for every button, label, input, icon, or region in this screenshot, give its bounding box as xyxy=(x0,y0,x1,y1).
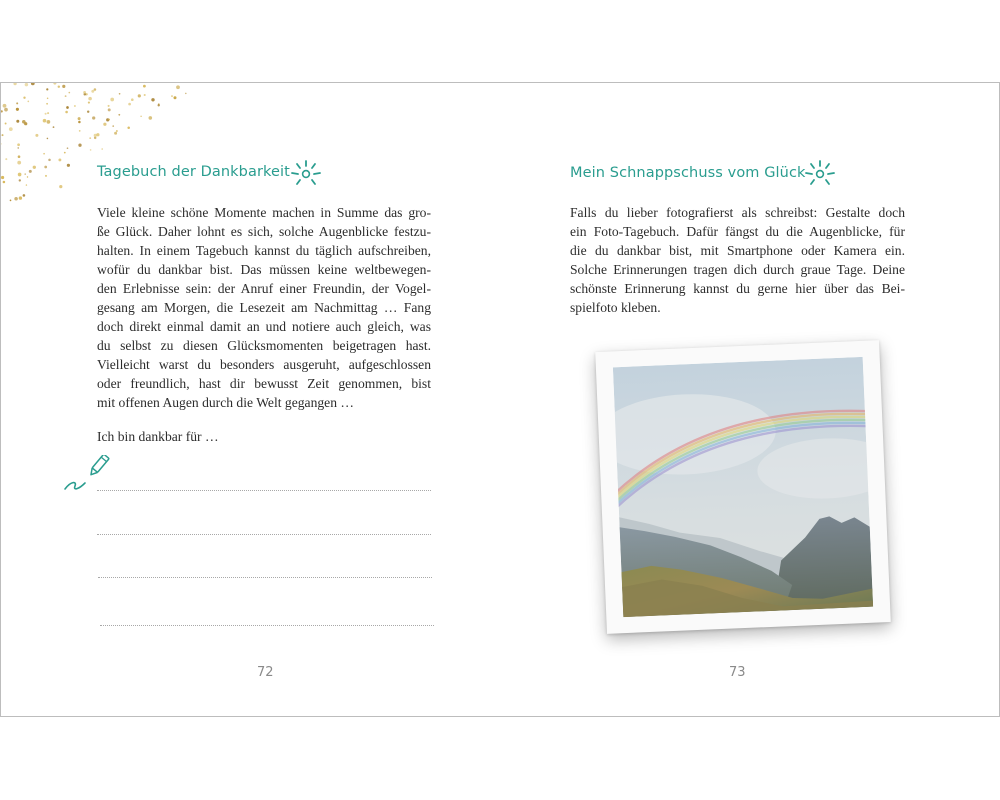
confetti-dot xyxy=(17,161,21,165)
confetti-dot xyxy=(74,105,76,107)
writing-line-3[interactable] xyxy=(98,577,432,578)
confetti-dot xyxy=(110,98,114,102)
confetti-dot xyxy=(45,175,47,177)
confetti-dot xyxy=(78,121,81,124)
polaroid-photo-frame[interactable] xyxy=(595,340,891,634)
confetti-dot xyxy=(95,138,96,139)
confetti-dot xyxy=(112,125,114,127)
left-body-text-line: den Erlebnisse sein: der Anruf einer Freundin, der Vogel- xyxy=(97,281,431,296)
confetti-dot xyxy=(151,98,154,101)
confetti-dot xyxy=(103,123,106,126)
confetti-dot xyxy=(143,85,146,88)
writing-line-1[interactable] xyxy=(97,490,431,491)
confetti-dot xyxy=(16,102,18,104)
confetti-dot xyxy=(96,133,99,136)
right-body-text-line: Solche Erinnerungen tragen dich durch graue Tage. Deine xyxy=(570,262,905,277)
page-number-left: 72 xyxy=(257,665,274,680)
confetti-dot xyxy=(53,126,55,128)
right-body-text-line: spielfoto kleben. xyxy=(570,300,661,315)
sunburst-icon xyxy=(803,159,837,189)
confetti-dot xyxy=(9,127,13,131)
confetti-dot xyxy=(116,130,118,132)
left-body-text-line: Vielleicht warst du besonders ausgeruht, aufgeschlossen xyxy=(97,357,431,372)
confetti-dot xyxy=(108,105,110,107)
confetti-dot xyxy=(5,123,7,125)
right-page-heading: Mein Schnappschuss vom Glück xyxy=(570,165,806,181)
confetti-dot xyxy=(127,126,130,129)
confetti-dot xyxy=(1,143,2,144)
confetti-decoration xyxy=(1,83,201,213)
confetti-dot xyxy=(18,147,19,148)
confetti-dot xyxy=(78,144,81,147)
right-body-text-line: ein Foto-Tagebuch. Dafür fängst du die Augenblicke, für xyxy=(570,224,905,239)
confetti-dot xyxy=(22,120,26,124)
confetti-dot xyxy=(92,116,95,119)
book-spread xyxy=(0,82,1000,717)
confetti-dot xyxy=(78,117,81,120)
confetti-dot xyxy=(94,88,97,91)
confetti-dot xyxy=(91,90,94,93)
confetti-dot xyxy=(138,94,141,97)
sunburst-icon xyxy=(289,159,323,189)
confetti-dot xyxy=(149,116,153,120)
confetti-dot xyxy=(69,92,71,94)
page-number-right: 73 xyxy=(729,665,746,680)
confetti-dot xyxy=(89,137,91,139)
left-body-text-line: gesang am Morgen, die Lesezeit am Nachmittag … Fang xyxy=(97,300,431,315)
confetti-dot xyxy=(3,181,6,184)
confetti-dot xyxy=(171,95,173,97)
confetti-dot xyxy=(45,113,47,115)
confetti-dot xyxy=(47,98,49,100)
confetti-dot xyxy=(87,110,89,112)
left-body-text-line: halten. In einem Tagebuch kannst du täglich aufschreiben, xyxy=(97,243,431,258)
confetti-dot xyxy=(59,185,62,188)
confetti-dot xyxy=(46,88,48,90)
confetti-dot xyxy=(67,164,70,167)
confetti-dot xyxy=(23,194,26,197)
confetti-dot xyxy=(88,97,92,101)
confetti-dot xyxy=(144,94,146,96)
left-body-text-line: oder freundlich, hast dir bewusst Zeit genommen, bist xyxy=(97,376,431,391)
confetti-dot xyxy=(58,158,61,161)
confetti-dot xyxy=(173,96,176,99)
confetti-dot xyxy=(114,132,117,135)
confetti-dot xyxy=(31,83,35,85)
confetti-dot xyxy=(26,184,27,185)
confetti-dot xyxy=(13,83,16,85)
left-body-text-line: du selbst zu diesen Glücksmomenten beigetragen hast. xyxy=(97,338,431,353)
writing-line-4[interactable] xyxy=(100,625,434,626)
confetti-dot xyxy=(108,108,111,111)
confetti-dot xyxy=(35,134,38,137)
confetti-dot xyxy=(27,101,29,103)
confetti-dot xyxy=(19,179,21,181)
left-body-text-line: ße Glück. Daher lohnt es sich, solche Augenblicke festzu- xyxy=(97,224,431,239)
confetti-dot xyxy=(2,134,4,136)
confetti-dot xyxy=(58,85,60,87)
left-body-text-line: mit offenen Augen durch die Welt gegangen … xyxy=(97,395,354,410)
confetti-dot xyxy=(48,159,51,162)
confetti-dot xyxy=(47,112,49,114)
confetti-dot xyxy=(119,93,121,95)
left-body-text-line: wofür du dankbar bist. Das müssen keine weltbewegen- xyxy=(97,262,431,277)
confetti-dot xyxy=(23,97,25,99)
confetti-dot xyxy=(67,147,69,149)
confetti-dot xyxy=(33,166,36,169)
right-body-text-line: Falls du lieber fotografierst als schreibst: Gestalte doch xyxy=(570,205,905,220)
confetti-dot xyxy=(3,104,7,108)
confetti-dot xyxy=(46,103,48,105)
confetti-dot xyxy=(65,95,67,97)
confetti-dot xyxy=(79,130,81,132)
confetti-dot xyxy=(25,83,28,86)
confetti-dot xyxy=(83,91,86,94)
confetti-dot xyxy=(185,93,187,95)
confetti-dot xyxy=(29,170,32,173)
left-page xyxy=(1,83,500,716)
confetti-dot xyxy=(176,85,180,89)
right-page xyxy=(500,83,999,716)
confetti-dot xyxy=(118,114,120,116)
right-body-text-line: schönste Erinnerung kannst du gerne hier über das Bei- xyxy=(570,281,905,296)
confetti-dot xyxy=(5,158,7,160)
confetti-dot xyxy=(16,108,19,111)
confetti-dot xyxy=(4,108,8,112)
confetti-dot xyxy=(108,119,110,121)
left-page-heading: Tagebuch der Dankbarkeit xyxy=(97,164,290,180)
confetti-dot xyxy=(24,173,25,174)
confetti-dot xyxy=(18,173,22,177)
confetti-dot xyxy=(14,197,18,201)
confetti-dot xyxy=(10,200,12,202)
left-body-text-line: Viele kleine schöne Momente machen in Summe das gro- xyxy=(97,205,431,220)
confetti-dot xyxy=(66,106,69,109)
confetti-dot xyxy=(65,111,68,114)
confetti-dot xyxy=(158,104,160,106)
confetti-dot xyxy=(88,102,90,104)
left-page-body xyxy=(97,203,431,412)
confetti-dot xyxy=(101,148,103,150)
confetti-dot xyxy=(62,85,65,88)
confetti-dot xyxy=(16,120,19,123)
confetti-dot xyxy=(128,103,131,106)
right-body-text-line: die du dankbar bist, mit Smartphone oder Kamera ein. xyxy=(570,243,905,258)
confetti-dot xyxy=(64,152,66,154)
confetti-dot xyxy=(43,119,47,123)
confetti-dot xyxy=(18,155,21,158)
confetti-dot xyxy=(140,116,141,117)
confetti-dot xyxy=(1,176,4,179)
confetti-dot xyxy=(90,149,92,151)
confetti-dot xyxy=(44,166,47,169)
gratitude-prompt: Ich bin dankbar für … xyxy=(97,429,219,444)
confetti-dot xyxy=(53,83,56,85)
confetti-dot xyxy=(19,196,22,199)
left-body-text-line: doch direkt einmal damit an und notiere auch gleich, was xyxy=(97,319,431,334)
right-page-body xyxy=(570,203,905,317)
pencil-doodle-icon xyxy=(61,455,113,495)
confetti-dot xyxy=(47,138,49,140)
confetti-dot xyxy=(1,110,3,112)
confetti-dot xyxy=(131,98,134,101)
confetti-dot xyxy=(17,143,20,146)
confetti-dot xyxy=(43,153,45,155)
rainbow-landscape-photo xyxy=(613,357,873,617)
confetti-dot xyxy=(47,120,51,124)
writing-line-2[interactable] xyxy=(97,534,431,535)
confetti-dot xyxy=(27,176,28,177)
